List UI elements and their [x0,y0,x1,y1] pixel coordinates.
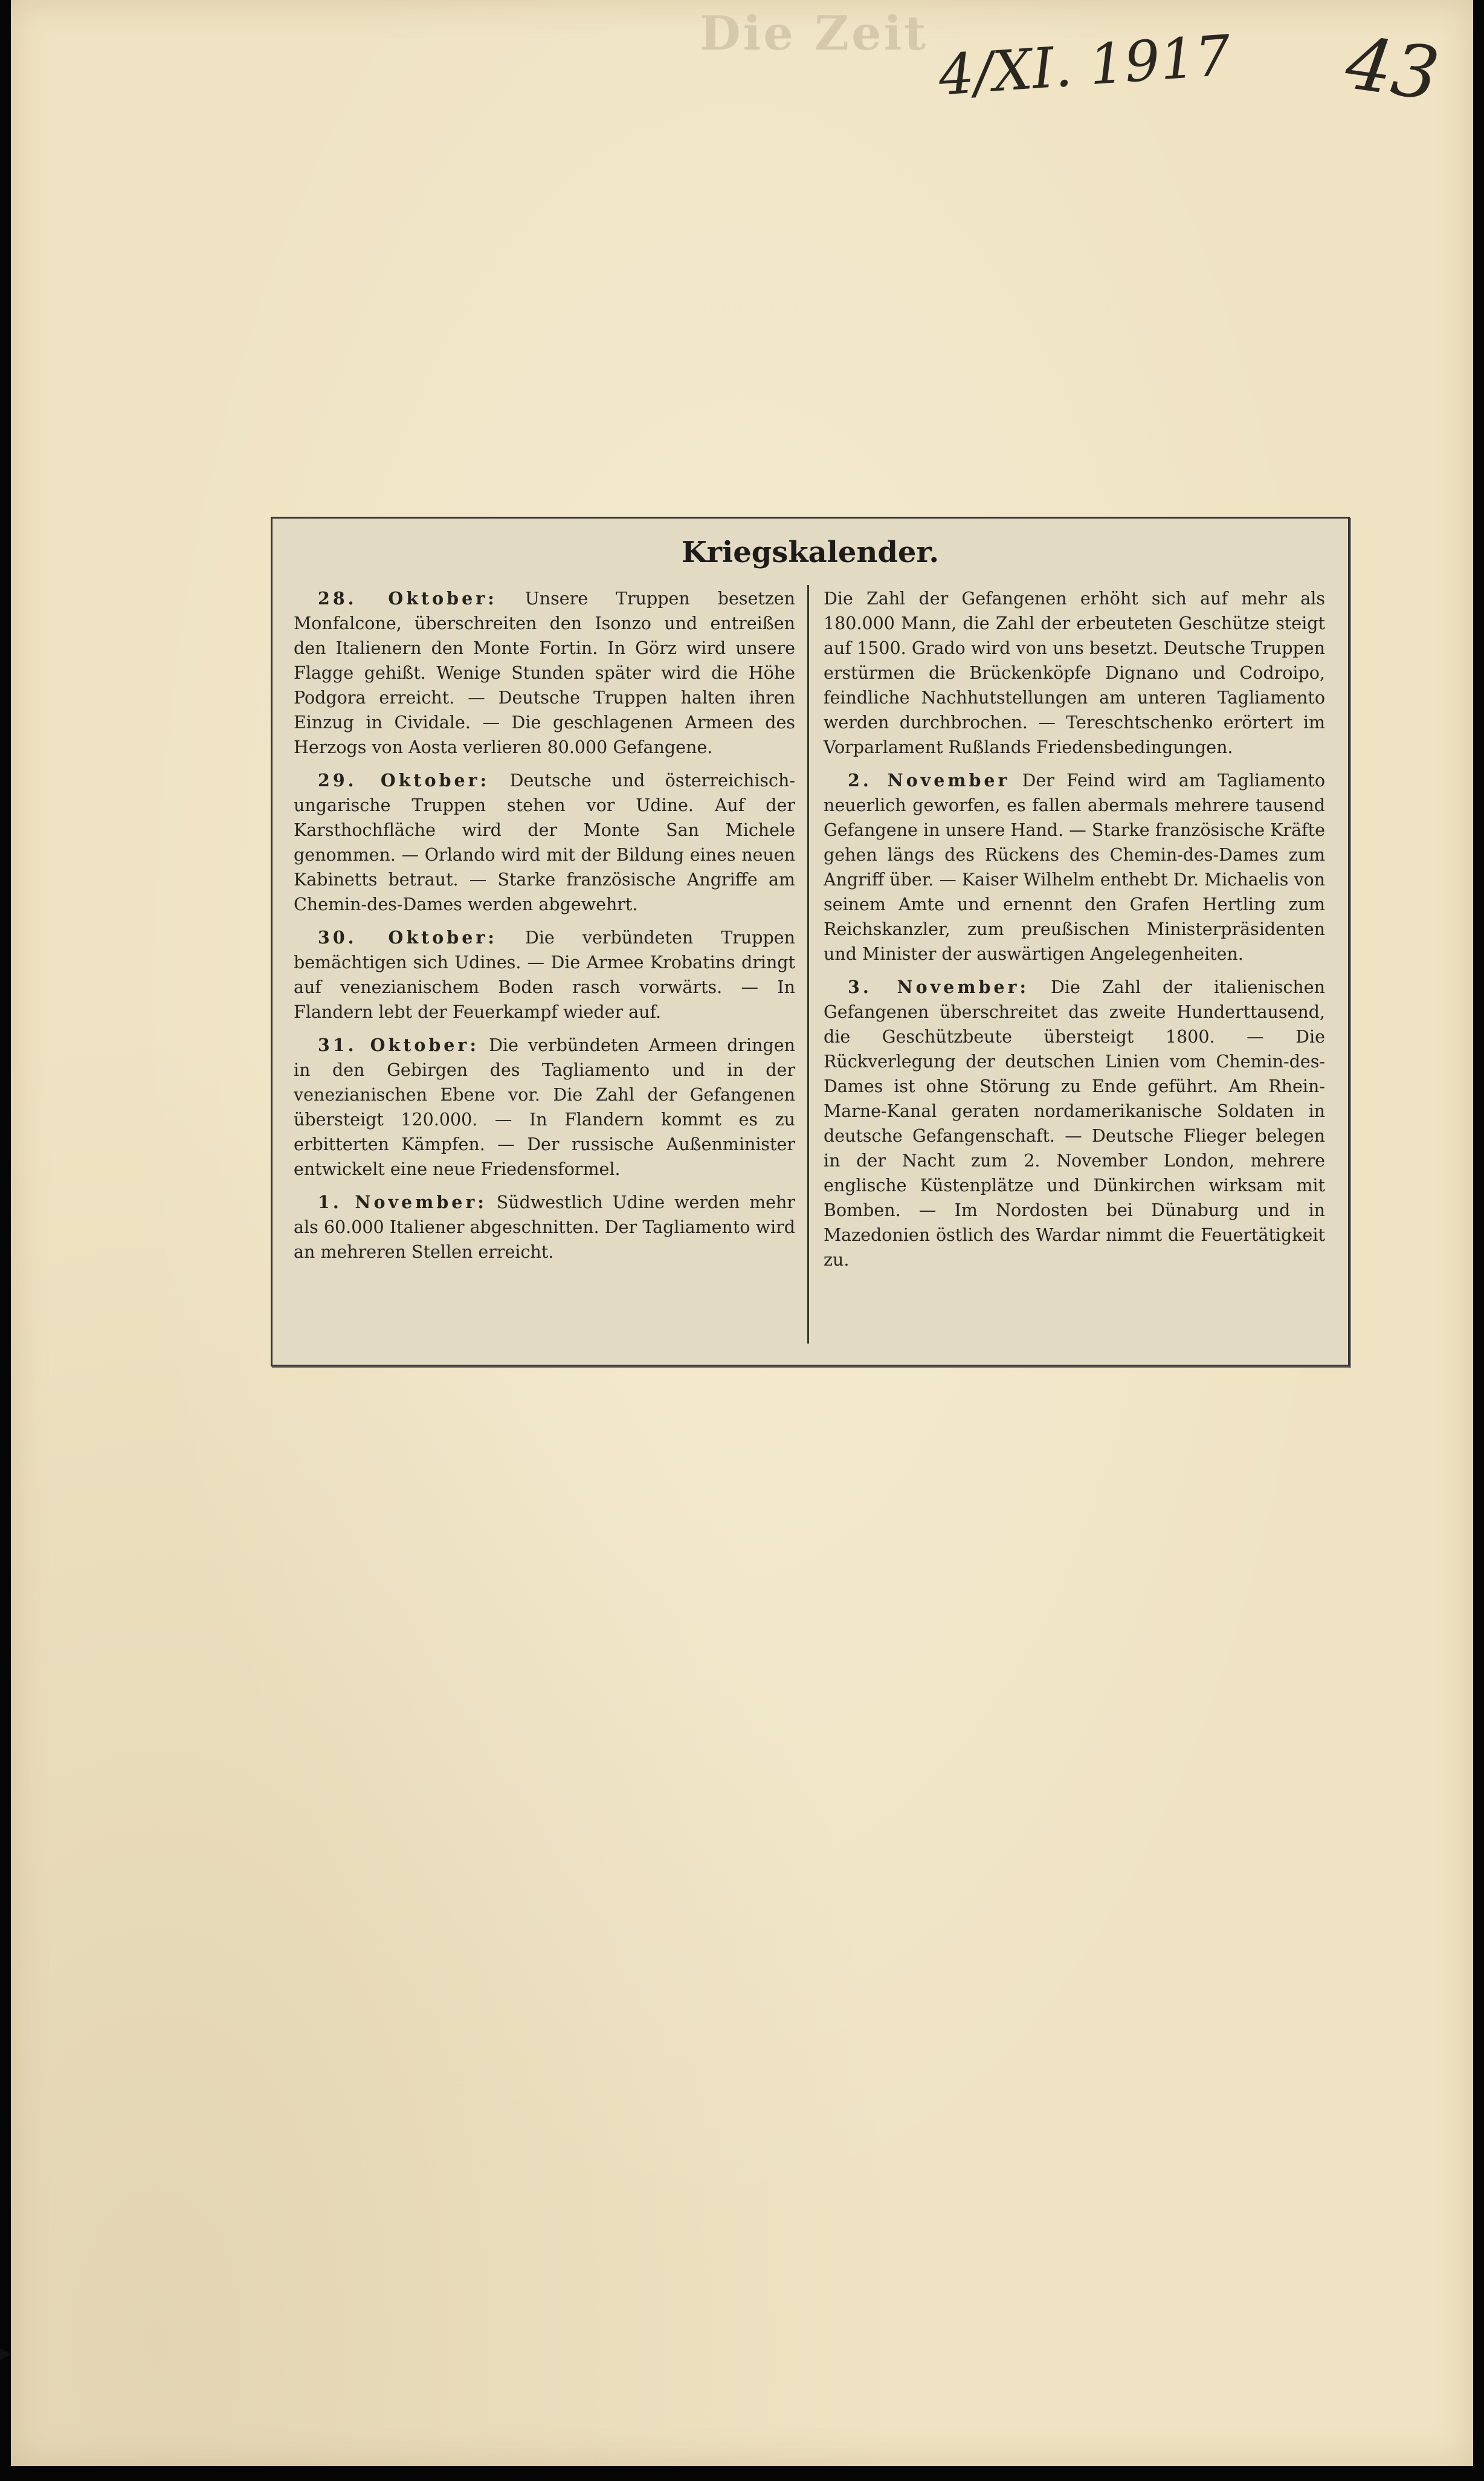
entry-text: Der Feind wird am Tagliamento neuerlich geworfen, es fallen abermals mehrere tausend Gefangene in unsere Hand. — Starke französische Kräfte gehen längs des Rückens des Chemin-des-Dames zum Angriff über. — Kaiser Wilhelm enthebt Dr. Michaelis von seinem Amte und ernennt den Grafen Hertling zum Reichskanzler, zum preußischen Ministerpräsidenten und Minister der auswärtigen Angelegenheiten. [824,771,1325,964]
calendar-entry [294,586,795,760]
entry-date: 30. Oktober: [318,927,497,948]
clipping-title: Kriegskalender. [681,535,940,569]
entry-date: 28. Oktober: [318,588,497,609]
entry-text: Die Zahl der Gefangenen erhöht sich auf mehr als 180.000 Mann, die Zahl der erbeuteten Geschütze steigt auf 1500. Grado wird von uns besetzt. Deutsche Truppen erstürmen die Brückenköpfe Dignano und Codroipo, feindliche Nachhutstellungen am unteren Tagliamento werden durchbrochen. — Tereschtschenko erörtert im Vorparlament Rußlands Friedensbedingungen. [824,589,1325,757]
entry-text: Unsere Truppen besetzen Monfalcone, überschreiten den Isonzo und entreißen den Italienern den Monte Fortin. In Görz wird unsere Flagge gehißt. Wenige Stunden später wird die Höhe Podgora erreicht. — Deutsche Truppen halten ihren Einzug in Cividale. — Die geschlagenen Armeen des Herzogs von Aosta verlieren 80.000 Gefangene. [294,589,796,757]
calendar-entry [824,586,1325,760]
entry-text: Die verbündeten Truppen bemächtigen sich Udines. — Die Armee Krobatins dringt auf venezianischem Boden rasch vorwärts. — In Flandern lebt der Feuerkampf wieder auf. [294,928,795,1022]
entry-date: 1. November: [318,1192,487,1212]
page-number: 43 [1341,21,1444,117]
entry-date: 3. November: [848,977,1030,997]
archive-sheet [11,0,1473,2466]
column-divider [807,585,809,1344]
fold-mark [0,2348,11,2360]
entry-date: 31. Oktober: [318,1035,479,1055]
clipping-column-left [294,586,795,1273]
entry-text: Die Zahl der italienischen Gefangenen überschreitet das zweite Hunderttausend, die Geschützbeute übersteigt 1800. — Die Rückverlegung der deutschen Linien vom Chemin-des-Dames ist ohne Störung zu Ende geführt. Am Rhein-Marne-Kanal geraten nordamerikanische Soldaten in deutsche Gefangenschaft. — Deutsche Flieger belegen in der Nacht zum 2. November London, mehrere englische Küstenplätze und Dünkirchen wirksam mit Bomben. — Im Nordosten bei Dünaburg und in Mazedonien östlich des Wardar nimmt die Feuertätigkeit zu. [824,977,1325,1270]
entry-text: Die verbündeten Armeen dringen in den Gebirgen des Tagliamento und in der venezianischen Ebene vor. Die Zahl der Gefangenen übersteigt 120.000. — In Flandern kommt es zu erbitterten Kämpfen. — Der russische Außenminister entwickelt eine neue Friedensformel. [294,1035,795,1179]
calendar-entry [294,1033,795,1182]
archive-stamp: Die Zeit [700,6,929,61]
entry-date: 29. Oktober: [318,770,490,791]
calendar-entry [824,975,1325,1272]
entry-text: Südwestlich Udine werden mehr als 60.000 Italiener abgeschnitten. Der Tagliamento wird an mehreren Stellen erreicht. [294,1192,795,1262]
entry-text: Deutsche und österreichisch-ungarische Truppen stehen vor Udine. Auf der Karsthochfläche wird der Monte San Michele genommen. — Orlando wird mit der Bildung eines neuen Kabinetts betraut. — Starke französische Angriffe am Chemin-des-Dames werden abgewehrt. [294,771,796,914]
handwritten-date: 4/XI. 1917 [936,23,1233,108]
calendar-entry [294,768,795,917]
entry-date: 2. November [848,770,1010,791]
calendar-entry [294,1190,795,1264]
calendar-entry [824,768,1325,966]
clipping-column-right [824,586,1325,1281]
newspaper-clipping [271,517,1350,1367]
calendar-entry [294,925,795,1024]
